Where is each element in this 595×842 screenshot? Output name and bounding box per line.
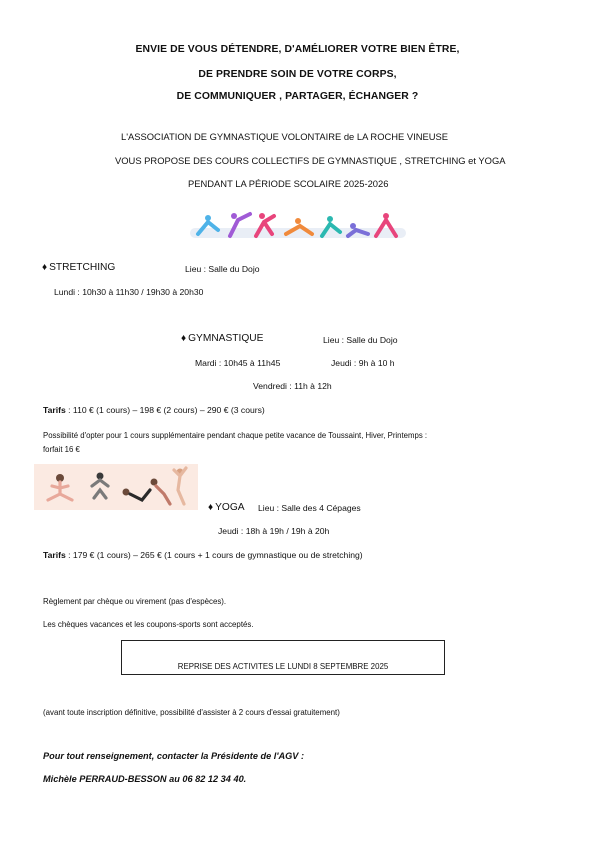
trial-text: (avant toute inscription définitive, possibilité d'assister à 2 cours d'essai gratuitement)	[43, 708, 340, 717]
yoga-poses-image	[34, 464, 198, 510]
yoga-figures-banner	[190, 208, 406, 242]
tarifs-gym-stretching	[43, 405, 265, 415]
header-line-1: ENVIE DE VOUS DÉTENDRE, D'AMÉLIORER VOTRE BIEN ÊTRE,	[135, 44, 460, 55]
gymnastique-schedule-thursday: Jeudi : 9h à 10 h	[331, 358, 395, 368]
yoga-place: Lieu : Salle des 4 Cépages	[258, 503, 361, 513]
stretching-title: STRETCHING	[49, 262, 116, 273]
diamond-bullet-icon: ♦	[181, 333, 187, 344]
gymnastique-heading	[181, 333, 263, 344]
payment-text: Règlement par chèque ou virement (pas d'espèces).	[43, 597, 227, 606]
contact-line-2: Michèle PERRAUD-BESSON au 06 82 12 34 40.	[43, 774, 247, 784]
reprise-box	[121, 640, 445, 675]
diamond-bullet-icon: ♦	[208, 502, 214, 513]
tarifs-values: : 179 € (1 cours) – 265 € (1 cours + 1 cours de gymnastique ou de stretching)	[65, 550, 363, 560]
header-line-2: DE PRENDRE SOIN DE VOTRE CORPS,	[198, 69, 397, 80]
stretching-heading	[42, 262, 115, 273]
gymnastique-title: GYMNASTIQUE	[188, 333, 264, 344]
intro-association: L'ASSOCIATION DE GYMNASTIQUE VOLONTAIRE de LA ROCHE VINEUSE	[121, 131, 449, 142]
tarifs-values: : 110 € (1 cours) – 198 € (2 cours) – 290 € (3 cours)	[65, 405, 265, 415]
intro-period: PENDANT LA PÉRIODE SCOLAIRE 2025-2026	[188, 178, 389, 189]
reprise-text: REPRISE DES ACTIVITES LE LUNDI 8 SEPTEMBRE 2025	[177, 662, 389, 671]
yoga-heading	[208, 502, 245, 513]
tarifs-yoga	[43, 550, 363, 560]
yoga-title: YOGA	[215, 502, 245, 513]
gymnastique-schedule-friday: Vendredi : 11h à 12h	[253, 381, 332, 391]
intro-proposal: VOUS PROPOSE DES COURS COLLECTIFS DE GYMNASTIQUE , STRETCHING et YOGA	[115, 155, 506, 166]
option-line-2: forfait 16 €	[43, 445, 80, 454]
option-line-1: Possibilité d'opter pour 1 cours supplémentaire pendant chaque petite vacance de Toussaint, Hiver, Printemps :	[43, 431, 428, 440]
stretching-schedule: Lundi : 10h30 à 11h30 / 19h30 à 20h30	[54, 287, 204, 297]
vouchers-text: Les chèques vacances et les coupons-sports sont acceptés.	[43, 620, 254, 629]
tarifs-label: Tarifs	[43, 550, 66, 560]
gymnastique-place: Lieu : Salle du Dojo	[323, 335, 398, 345]
stretching-place: Lieu : Salle du Dojo	[185, 264, 260, 274]
tarifs-label: Tarifs	[43, 405, 66, 415]
yoga-schedule: Jeudi : 18h à 19h / 19h à 20h	[218, 526, 330, 536]
gymnastique-schedule-tuesday: Mardi : 10h45 à 11h45	[195, 358, 281, 368]
header-line-3: DE COMMUNIQUER , PARTAGER, ÉCHANGER ?	[176, 91, 419, 102]
contact-line-1: Pour tout renseignement, contacter la Présidente de l'AGV :	[43, 751, 305, 761]
diamond-bullet-icon: ♦	[42, 262, 48, 273]
